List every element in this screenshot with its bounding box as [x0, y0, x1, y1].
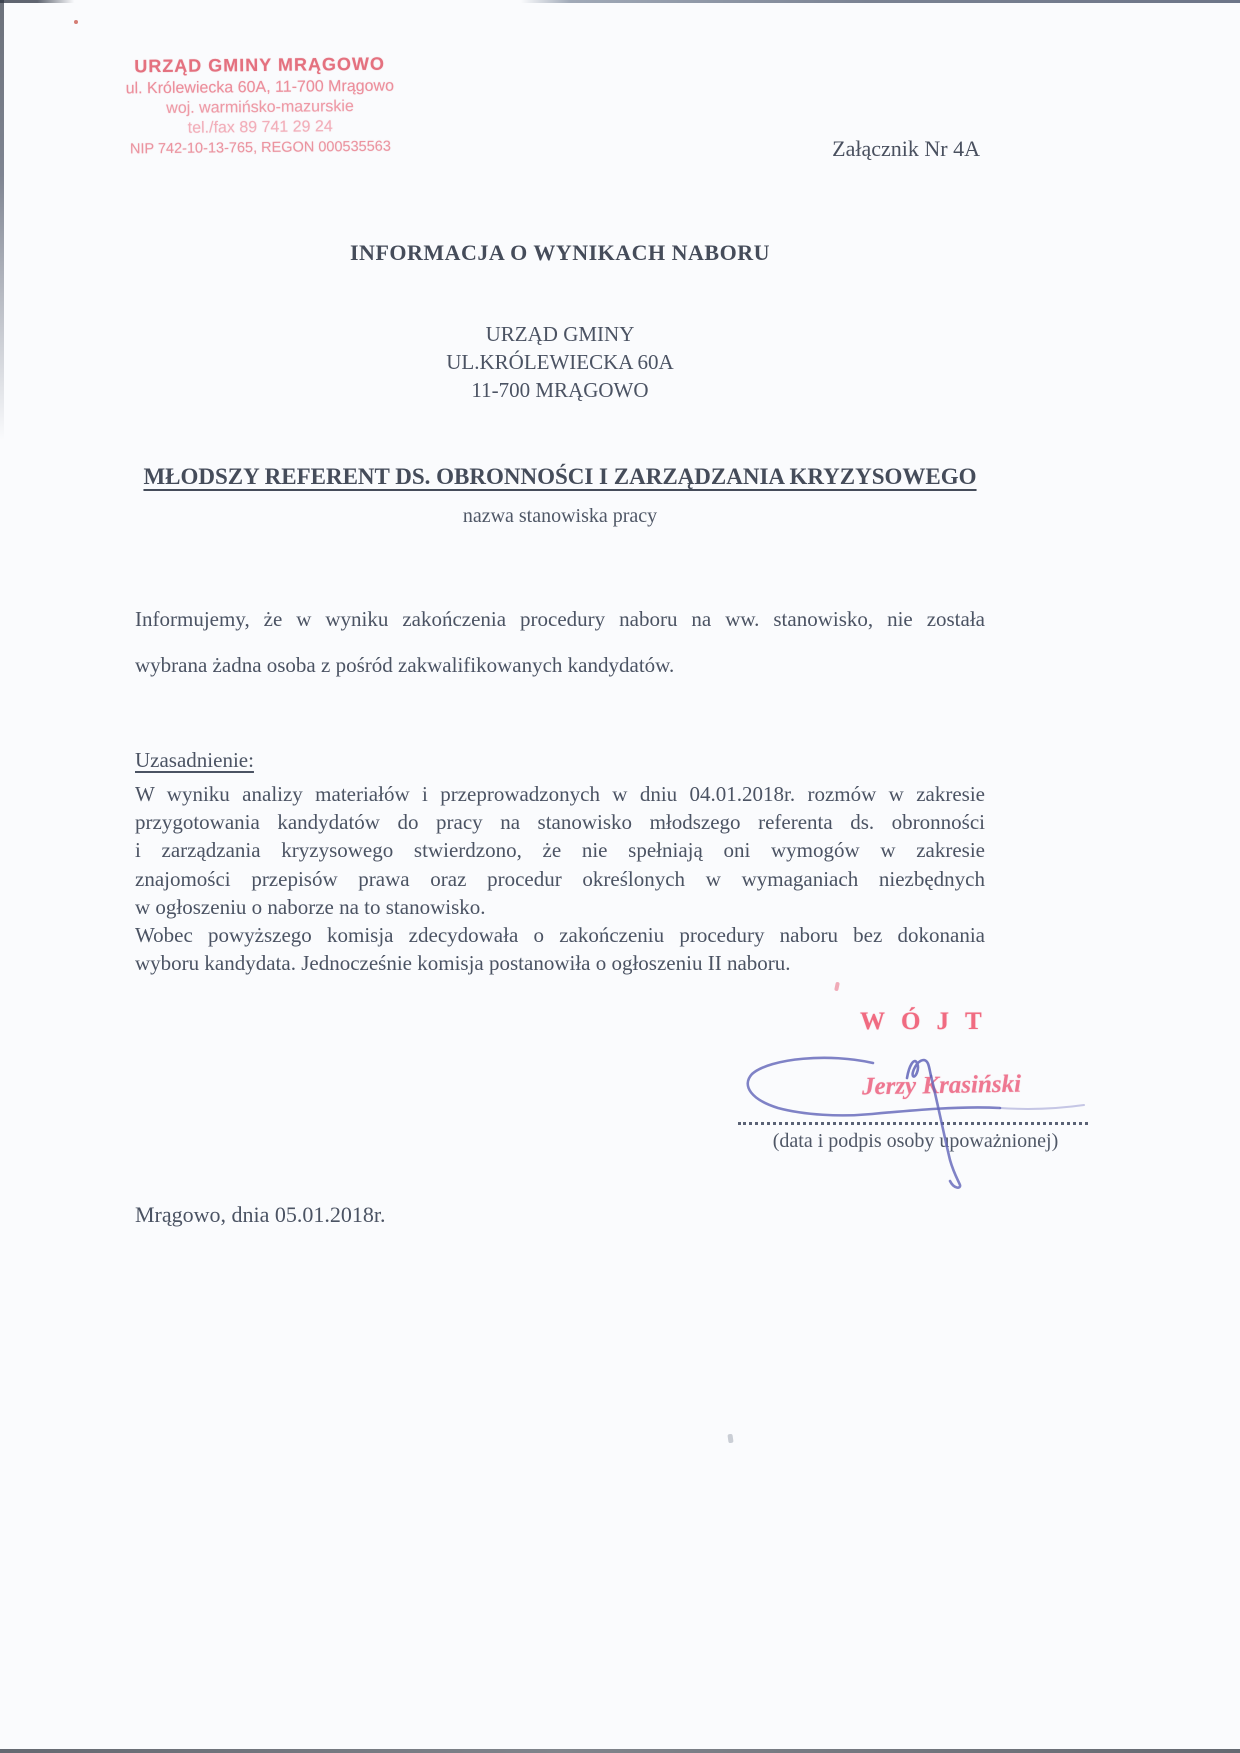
- intro-paragraph: [135, 596, 985, 688]
- document-title: INFORMACJA O WYNIKACH NABORU: [350, 240, 770, 265]
- signature-caption: (data i podpis osoby upoważnionej): [772, 1130, 1059, 1152]
- scan-edge-top: [0, 0, 1240, 3]
- justification-paragraph: [135, 780, 985, 977]
- address-city: 11-700 MRĄGOWO: [471, 378, 649, 402]
- position-name-heading: MŁODSZY REFERENT DS. OBRONNOŚCI I ZARZĄDZANIA KRYZYSOWEGO: [143, 464, 977, 489]
- office-address-block: [135, 320, 985, 404]
- justification-line: W wyniku analizy materiałów i przeprowadzonych w dniu 04.01.2018r. rozmów w zakresie: [135, 782, 985, 806]
- scan-speck: [727, 1434, 733, 1444]
- stamp-phone: tel./fax 89 741 29 24: [187, 118, 333, 137]
- stamp-voivodeship: woj. warmińsko-mazurskie: [166, 98, 354, 117]
- address-street: UL.KRÓLEWIECKA 60A: [446, 350, 674, 374]
- address-office-name: URZĄD GMINY: [485, 322, 635, 346]
- justification-heading: Uzasadnienie:: [135, 748, 254, 772]
- justification-line: Wobec powyższego komisja zdecydowała o zakończeniu procedury naboru bez dokonania: [135, 923, 985, 948]
- scan-edge-left: [0, 0, 4, 440]
- signer-name-stamp: Jerzy Krasiński: [861, 1070, 1022, 1101]
- place-and-date: Mrągowo, dnia 05.01.2018r.: [135, 1202, 386, 1227]
- attachment-label: Załącznik Nr 4A: [832, 136, 980, 161]
- scan-speck: [74, 20, 78, 24]
- stamp-street-address: ul. Królewiecka 60A, 11-700 Mrągowo: [125, 77, 395, 98]
- position-name-caption: nazwa stanowiska pracy: [462, 505, 658, 527]
- justification-line: znajomości przepisów prawa oraz procedur określonych w wymaganiach niezbędnych: [135, 866, 985, 891]
- signature-dotted-line: [738, 1104, 1088, 1125]
- justification-line: w ogłoszeniu o naborze na to stanowisko.: [135, 894, 486, 919]
- office-ink-stamp: [119, 54, 400, 158]
- intro-line: Informujemy, że w wyniku zakończenia procedury naboru na ww. stanowisko, nie została: [135, 607, 985, 631]
- scan-edge-bottom: [0, 1749, 1240, 1753]
- wojt-role-stamp: WÓJT: [860, 1008, 998, 1035]
- justification-line: przygotowania kandydatów do pracy na stanowisko młodszego referenta ds. obronności: [135, 810, 985, 835]
- stamp-nip-regon: NIP 742-10-13-765, REGON 000535563: [129, 138, 391, 158]
- intro-line: wybrana żadna osoba z pośród zakwalifikowanych kandydatów.: [135, 653, 675, 677]
- scan-speck: [834, 982, 840, 992]
- justification-line: wyboru kandydata. Jednocześnie komisja postanowiła o ogłoszeniu II naboru.: [135, 951, 791, 976]
- justification-line: i zarządzania kryzysowego stwierdzono, że nie spełniają oni wymogów w zakresie: [135, 838, 985, 863]
- stamp-office-name: URZĄD GMINY MRĄGOWO: [134, 53, 386, 77]
